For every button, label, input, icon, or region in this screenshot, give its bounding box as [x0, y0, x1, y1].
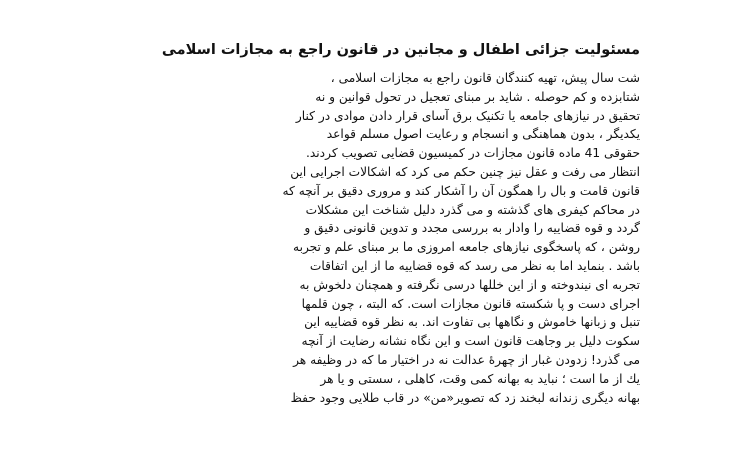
text-line: می گذرد! زدودن غبار از چهرۀ عدالت نه در اختیار ما که در وظیفه هر [293, 352, 640, 367]
text-line: تحقیق در نیازهای جامعه یا تکنیک برق آسای قرار دادن موادی در کنار [295, 108, 640, 123]
document-title: مسئولیت جزائی اطفال و مجانین در قانون راجع به مجازات اسلامی [161, 42, 640, 58]
text-line: یکدیگر ، بدون هماهنگی و انسجام و رعایت اصول مسلم قواعد [326, 127, 640, 142]
paragraph [112, 69, 640, 407]
text-line: شت سال پیش، تهیه کنندگان قانون راجع به مجازات اسلامی ، [330, 71, 640, 85]
text-line: اجرای دست و پا شکسته قانون مجازات است. که البته ، چون قلمها [301, 296, 640, 311]
text-line: انتظار می رفت و عقل نیز چنین حکم می کرد که اشکالات اجرایی این [290, 164, 640, 179]
text-line: بهانه دیگری زندانه لبخند زد که تصویر«من» در قاب طلایی وجود حفظ [290, 390, 640, 405]
text-line: سکوت دلیل بر وجاهت قانون است و این نگاه نشانه رضایت از آنچه [301, 334, 640, 349]
document-body [112, 40, 640, 407]
text-line: تنبل و زبانها خاموش و نگاهها بی تفاوت اند. به نظر قوه قضاییه این [304, 315, 640, 330]
text-line: باشد . بنماید اما به نظر می رسد که قوه قضاییه ما از این اتفاقات [309, 258, 640, 273]
text-line: روشن ، که پاسخگوی نیازهای جامعه امروزی ما بر مبنای علم و تجربه [293, 240, 640, 255]
text-line: گردد و قوه قضاییه را وادار به بررسی مجدد و تدوین قانونی دقیق و [304, 221, 640, 236]
text-line: در محاکم کیفری های گذشته و می گذرد دلیل شناخت این مشکلات [305, 202, 640, 217]
text-line: شتابزده و کم حوصله . شاید بر مبنای تعجیل در تحول قوانین و نه [315, 89, 640, 104]
text-line: قانون قامت و بال را همگون آن را آشکار کند و مروری دقیق بر آنچه که [282, 183, 640, 198]
text-line: حقوقی 41 ماده قانون مجازات در کمیسیون قضایی تصویب کردند. [306, 146, 640, 161]
text-line: یك از ما است ؛ نباید به بهانه کمی وقت، کاهلی ، سستی و یا هر [320, 371, 640, 386]
text-line: تجربه ای نیندوخته و از این خللها درسی نگرفته و همچنان دلخوش به [299, 277, 640, 292]
